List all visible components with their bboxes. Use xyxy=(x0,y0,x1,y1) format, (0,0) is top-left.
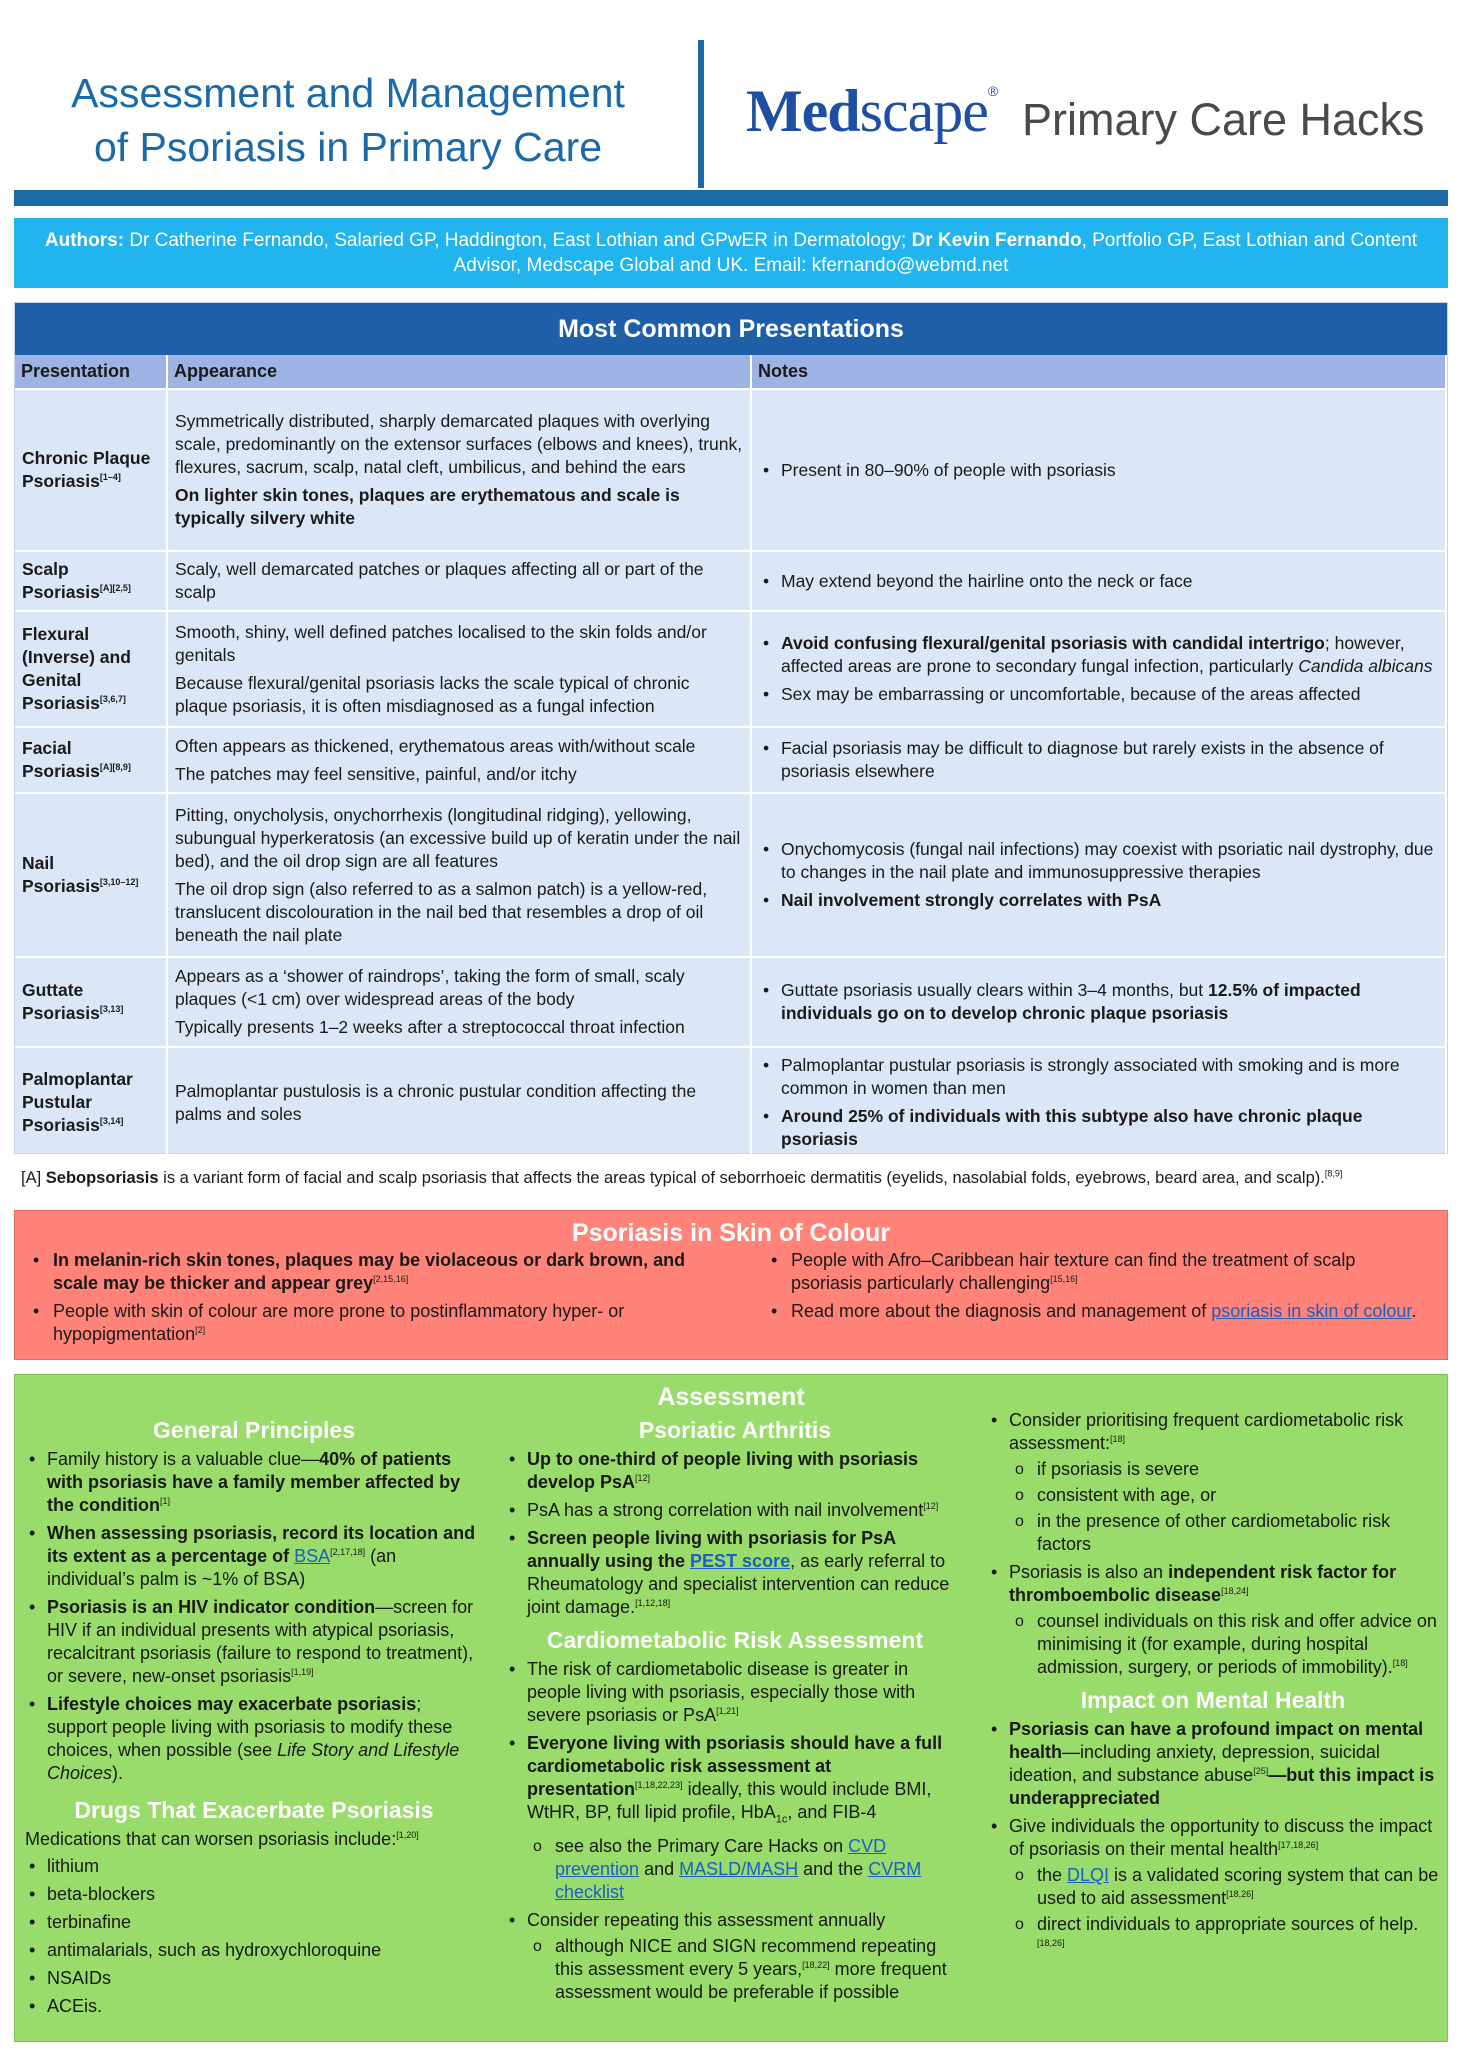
section-title: Psoriasis in Skin of Colour xyxy=(571,1219,891,1247)
list-item: • Facial psoriasis may be difficult to diagnose but rarely exists in the absence of psoriasis elsewhere xyxy=(759,737,1438,783)
list-item: o direct individuals to appropriate sources of help.[18,26] xyxy=(1009,1913,1439,1959)
appearance-cell: Pitting, onycholysis, onychorrhexis (longitudinal ridging), yellowing, subungual hyperkeratosis (an excessive build up of keratin under the nail bed), and the oil drop sign are all features The oil drop sign (also referred to as a salmon patch) is a yellow-red, translucent discolouration in the nail bed that resembles a drop of oil beneath the nail plate xyxy=(167,793,751,957)
list-item: • In melanin-rich skin tones, plaques may be violaceous or dark brown, and scale may be thicker and appear grey[2,15,16] xyxy=(33,1249,731,1295)
cvrm-checklist-link[interactable]: CVRM checklist xyxy=(555,1858,922,1902)
table-header-row xyxy=(15,355,1446,389)
medscape-logo: Medscape® xyxy=(746,78,998,144)
presentation-name: Nail Psoriasis[3,10–12] xyxy=(15,793,167,957)
assessment-section xyxy=(14,1374,1448,2042)
appearance-cell: Scaly, well demarcated patches or plaques affecting all or part of the scalp xyxy=(167,551,751,611)
column-header: Appearance xyxy=(167,355,751,389)
list-item: • Psoriasis can have a profound impact on mental health—including anxiety, depression, suicidal ideation, and substance abuse[25]—but this impact is underappreciated xyxy=(987,1718,1439,1810)
list-item: • People with Afro–Caribbean hair texture can find the treatment of scalp psoriasis particularly challenging[15,16] xyxy=(771,1249,1429,1295)
skin-left-column xyxy=(33,1249,731,1351)
list-item: o see also the Primary Care Hacks on CVD prevention and MASLD/MASH and the CVRM checklist xyxy=(527,1835,965,1904)
list-item: • Onychomycosis (fungal nail infections) may coexist with psoriatic nail dystrophy, due to changes in the nail plate and immunosuppressive therapies xyxy=(759,838,1438,884)
list-item: • lithium xyxy=(25,1855,483,1878)
subsection-title: Drugs That Exacerbate Psoriasis xyxy=(74,1797,434,1823)
list-item: • Up to one-third of people living with psoriasis develop PsA[12] xyxy=(505,1448,965,1494)
list-item: o although NICE and SIGN recommend repeating this assessment every 5 years,[18,22] more frequent assessment would be preferable if possible xyxy=(527,1935,965,2004)
list-item: o counsel individuals on this risk and offer advice on minimising it (for example, during hospital admission, surgery, or periods of immobility).[18] xyxy=(1009,1610,1439,1679)
list-item: • Everyone living with psoriasis should have a full cardiometabolic risk assessment at presentation[1,18,22,23] ideally, this would include BMI, WtHR, BP, full lipid profile, HbA$_{1c}$, and FIB-4 o see also the Primary Care Hacks on CVD prevention and MASLD/MASH and the CVRM checklist xyxy=(505,1732,965,1904)
drugs-intro: Medications that can worsen psoriasis include:[1,20] xyxy=(25,1829,419,1849)
table-row xyxy=(15,1047,1446,1158)
list-item: • Give individuals the opportunity to discuss the impact of psoriasis on their mental health[17,18,26] o the DLQI is a validated scoring system that can be used to aid assessment[18,26] o direct individuals to appropriate sources of help.[18,26] xyxy=(987,1815,1439,1959)
notes-cell xyxy=(751,551,1446,611)
table-row xyxy=(15,727,1446,793)
table-row xyxy=(15,551,1446,611)
list-item: • NSAIDs xyxy=(25,1967,483,1990)
assessment-column-1 xyxy=(25,1415,483,2023)
list-item: • Consider prioritising frequent cardiometabolic risk assessment:[18] o if psoriasis is severe o consistent with age, or o in the presence of other cardiometabolic risk factors xyxy=(987,1409,1439,1556)
list-item: • Family history is a valuable clue—40% of patients with psoriasis have a family member affected by the condition[1] xyxy=(25,1448,483,1517)
appearance-cell: Smooth, shiny, well defined patches localised to the skin folds and/or genitals Because flexural/genital psoriasis lacks the scale typical of chronic plaque psoriasis, it is often misdiagnosed as a fungal infection xyxy=(167,611,751,727)
table-footnote: [A] Sebopsoriasis is a variant form of facial and scalp psoriasis that affects the areas typical of seborrhoeic dermatitis (eyelids, nasolabial folds, eyebrows, beard area, and scalp).[8,9] xyxy=(21,1168,1343,1187)
list-item: • Lifestyle choices may exacerbate psoriasis; support people living with psoriasis to modify these choices, when possible (see Life Story and Lifestyle Choices). xyxy=(25,1693,483,1785)
masld-mash-link[interactable]: MASLD/MASH xyxy=(679,1858,799,1879)
presentation-name: Chronic Plaque Psoriasis[1–4] xyxy=(15,389,167,551)
header-bar xyxy=(14,190,1448,206)
notes-cell xyxy=(751,611,1446,727)
list-item: • terbinafine xyxy=(25,1911,483,1934)
presentations-section xyxy=(14,302,1448,1187)
cvd-prevention-link[interactable]: CVD prevention xyxy=(555,1835,887,1879)
list-item: • Psoriasis is also an independent risk factor for thromboembolic disease[18,24] o counsel individuals on this risk and offer advice on minimising it (for example, during hospital admission, surgery, or periods of immobility).[18] xyxy=(987,1561,1439,1679)
appearance-cell: Palmoplantar pustulosis is a chronic pustular condition affecting the palms and soles xyxy=(167,1047,751,1158)
table-row xyxy=(15,793,1446,957)
notes-cell xyxy=(751,793,1446,957)
appearance-cell: Appears as a ‘shower of raindrops’, taking the form of small, scaly plaques (<1 cm) over widespread areas of the body Typically presents 1–2 weeks after a streptococcal throat infection xyxy=(167,957,751,1047)
table-row xyxy=(15,957,1446,1047)
notes-cell xyxy=(751,957,1446,1047)
notes-cell xyxy=(751,727,1446,793)
assessment-column-3 xyxy=(987,1409,1439,1964)
header-divider xyxy=(698,40,704,188)
skin-of-colour-section xyxy=(14,1210,1448,1360)
section-title: Most Common Presentations xyxy=(15,303,1447,355)
list-item: • Psoriasis is an HIV indicator condition—screen for HIV if an individual presents with atypical psoriasis, recalcitrant psoriasis (failure to respond to treatment), or severe, new-onset psoriasis[1,19] xyxy=(25,1596,483,1688)
section-title: Assessment xyxy=(657,1383,805,1411)
list-item: • PsA has a strong correlation with nail involvement[12] xyxy=(505,1499,965,1522)
list-item: • Present in 80–90% of people with psoriasis xyxy=(759,459,1438,482)
list-item: • The risk of cardiometabolic disease is greater in people living with psoriasis, especially those with severe psoriasis or PsA[1,21] xyxy=(505,1658,965,1727)
table-row xyxy=(15,611,1446,727)
list-item: • Read more about the diagnosis and management of psoriasis in skin of colour. xyxy=(771,1300,1429,1323)
notes-cell xyxy=(751,389,1446,551)
list-item: o consistent with age, or xyxy=(1009,1484,1439,1507)
list-item: o if psoriasis is severe xyxy=(1009,1458,1439,1481)
list-item: o in the presence of other cardiometabolic risk factors xyxy=(1009,1510,1439,1556)
subsection-title: General Principles xyxy=(153,1417,355,1443)
presentation-name: Palmoplantar Pustular Psoriasis[3,14] xyxy=(15,1047,167,1158)
list-item: • Sex may be embarrassing or uncomfortable, because of the areas affected xyxy=(759,683,1438,706)
skin-of-colour-link[interactable]: psoriasis in skin of colour xyxy=(1211,1301,1412,1321)
appearance-cell: Symmetrically distributed, sharply demarcated plaques with overlying scale, predominantly on the extensor surfaces (elbows and knees), trunk, flexures, sacrum, scalp, natal cleft, umbilicus, and behind the ears On lighter skin tones, plaques are erythematous and scale is typically silvery white xyxy=(167,389,751,551)
list-item: • Avoid confusing flexural/genital psoriasis with candidal intertrigo; however, affected areas are prone to secondary fungal infection, particularly Candida albicans xyxy=(759,632,1438,678)
presentation-name: Facial Psoriasis[A][8,9] xyxy=(15,727,167,793)
bsa-link[interactable]: BSA xyxy=(294,1546,331,1566)
assessment-column-2 xyxy=(505,1415,965,2009)
series-name: Primary Care Hacks xyxy=(1022,94,1425,145)
presentations-table xyxy=(15,355,1447,1159)
appearance-cell: Often appears as thickened, erythematous areas with/without scale The patches may feel sensitive, painful, and/or itchy xyxy=(167,727,751,793)
list-item: • Consider repeating this assessment annually o although NICE and SIGN recommend repeating this assessment every 5 years,[18,22] more frequent assessment would be preferable if possible xyxy=(505,1909,965,2004)
table-row xyxy=(15,389,1446,551)
list-item: • When assessing psoriasis, record its location and its extent as a percentage of BSA[2,17,18] (an individual’s palm is ~1% of BSA) xyxy=(25,1522,483,1591)
page-title: Assessment and Management of Psoriasis in Primary Care xyxy=(71,70,625,170)
notes-cell xyxy=(751,1047,1446,1158)
list-item: • Screen people living with psoriasis for PsA annually using the PEST score, as early referral to Rheumatology and specialist intervention can reduce joint damage.[1,12,18] xyxy=(505,1527,965,1619)
list-item: • Guttate psoriasis usually clears within 3–4 months, but 12.5% of impacted individuals go on to develop chronic plaque psoriasis xyxy=(759,979,1438,1025)
list-item: • Palmoplantar pustular psoriasis is strongly associated with smoking and is more common in women than men xyxy=(759,1054,1438,1100)
list-item: o the DLQI is a validated scoring system that can be used to aid assessment[18,26] xyxy=(1009,1864,1439,1910)
authors-banner: Authors: Dr Catherine Fernando, Salaried GP, Haddington, East Lothian and GPwER in Dermatology; Dr Kevin Fernando, Portfolio GP, East Lothian and Content Advisor, Medscape Global and UK. Email: kfernando@webmd.net xyxy=(14,218,1448,288)
list-item: • beta-blockers xyxy=(25,1883,483,1906)
presentation-name: Guttate Psoriasis[3,13] xyxy=(15,957,167,1047)
column-header: Presentation xyxy=(15,355,167,389)
presentation-name: Flexural (Inverse) and Genital Psoriasis[3,6,7] xyxy=(15,611,167,727)
list-item: • Nail involvement strongly correlates with PsA xyxy=(759,889,1438,912)
pest-score-link[interactable]: PEST score xyxy=(690,1551,791,1571)
dlqi-link[interactable]: DLQI xyxy=(1067,1865,1110,1885)
skin-right-column xyxy=(731,1249,1429,1351)
header xyxy=(0,0,1466,190)
list-item: • People with skin of colour are more prone to postinflammatory hyper- or hypopigmentation[2] xyxy=(33,1300,731,1346)
subsection-title: Psoriatic Arthritis xyxy=(638,1417,832,1443)
subsection-title: Cardiometabolic Risk Assessment xyxy=(546,1627,924,1653)
list-item: • May extend beyond the hairline onto the neck or face xyxy=(759,570,1438,593)
column-header: Notes xyxy=(751,355,1446,389)
list-item: • ACEis. xyxy=(25,1995,483,2018)
subsection-title: Impact on Mental Health xyxy=(1080,1687,1346,1713)
list-item: • Around 25% of individuals with this subtype also have chronic plaque psoriasis xyxy=(759,1105,1438,1151)
presentation-name: Scalp Psoriasis[A][2,5] xyxy=(15,551,167,611)
list-item: • antimalarials, such as hydroxychloroquine xyxy=(25,1939,483,1962)
